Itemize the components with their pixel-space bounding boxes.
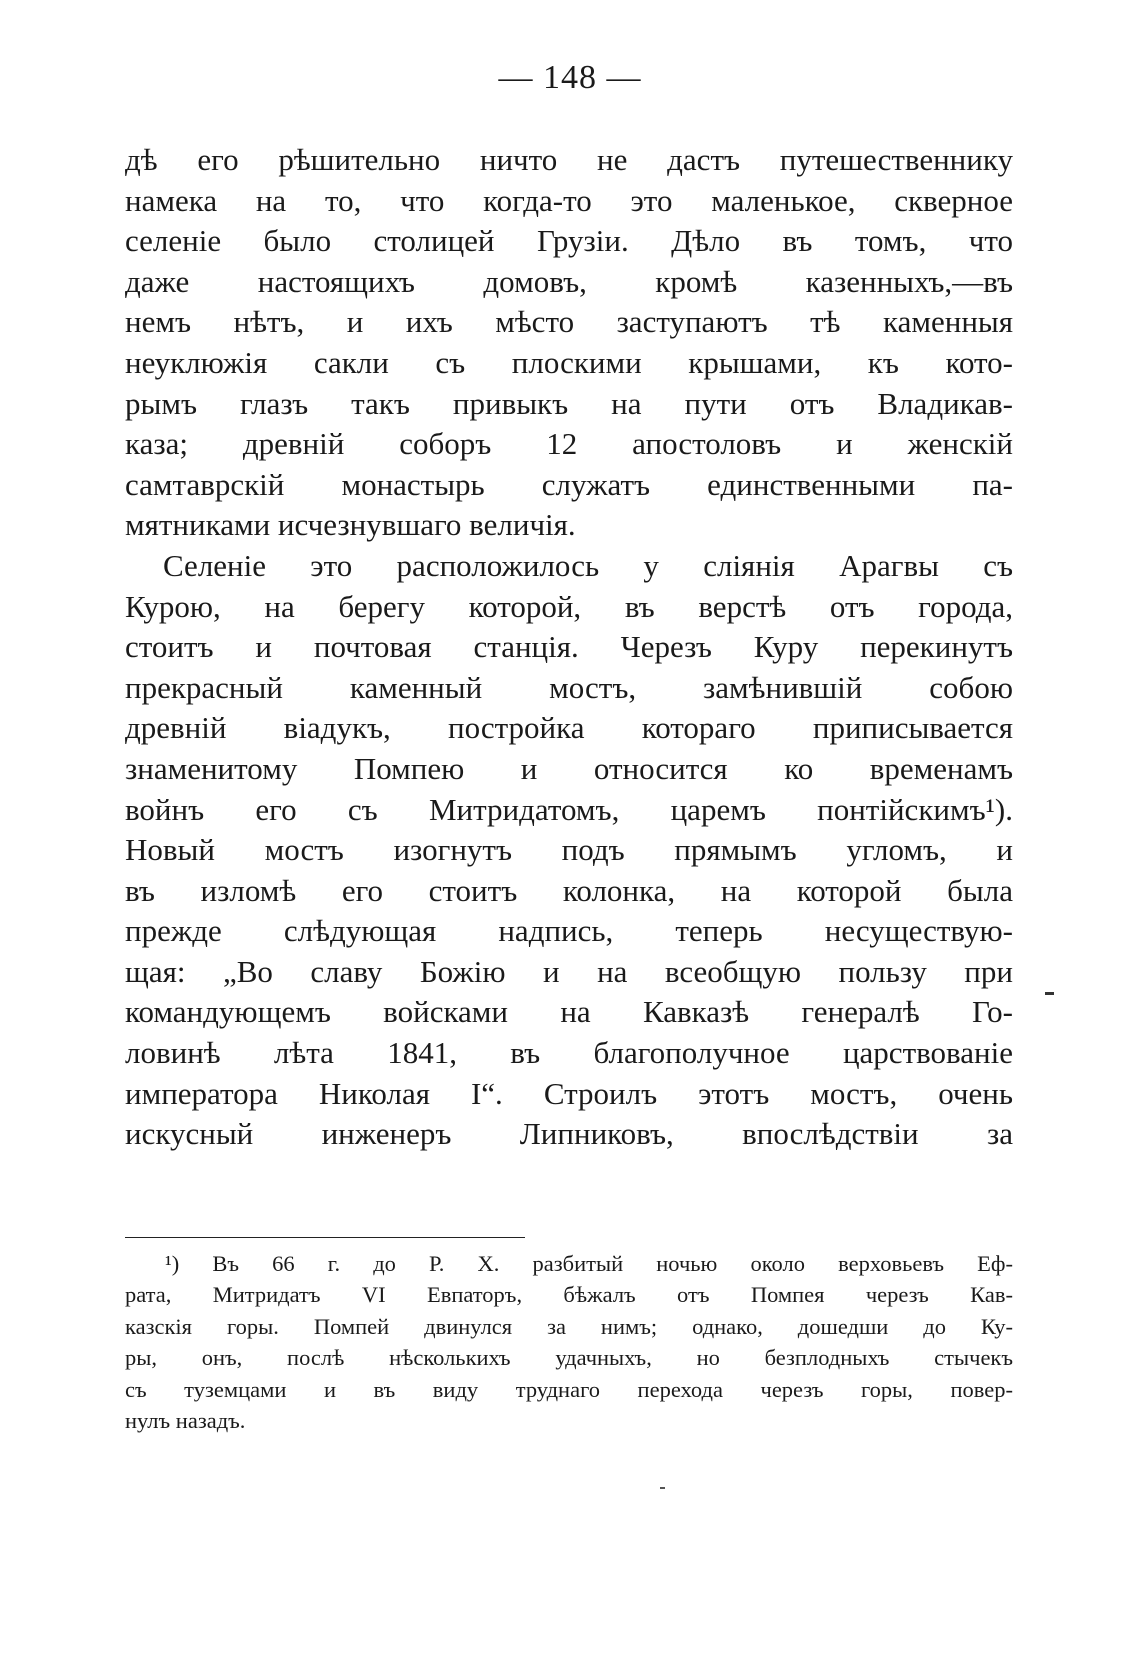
body-line: мятниками исчезнувшаго величія.	[125, 507, 576, 543]
body-line: войнъ его съ Митридатомъ, царемъ понтійскимъ¹).	[125, 791, 1013, 827]
body-text	[125, 140, 1013, 1155]
body-line: намека на то, что когда-то это маленькое, скверное	[125, 182, 1013, 218]
footnote-divider	[125, 1237, 525, 1238]
body-line: древній віадукъ, постройка котораго приписывается	[125, 710, 1013, 746]
page-number: — 148 —	[498, 59, 642, 96]
footnote-line: рата, Митридатъ VI Евпаторъ, бѣжалъ отъ Помпея черезъ Кав-	[125, 1282, 1013, 1308]
footnote-line: ¹) Въ 66 г. до Р. Х. разбитый ночью около верховьевъ Еф-	[165, 1251, 1013, 1276]
body-line: знаменитому Помпею и относится ко временамъ	[125, 750, 1013, 786]
body-line: стоитъ и почтовая станція. Черезъ Куру перекинутъ	[125, 629, 1013, 665]
body-line: Новый мостъ изогнутъ подъ прямымъ угломъ, и	[125, 832, 1013, 868]
body-line: Курою, на берегу которой, въ верстѣ отъ города,	[125, 588, 1013, 624]
body-line: селеніе было столицей Грузіи. Дѣло въ томъ, что	[125, 223, 1013, 259]
body-line: рымъ глазъ такъ привыкъ на пути отъ Владикав-	[125, 385, 1013, 421]
body-line: императора Николая I“. Строилъ этотъ мостъ, очень	[125, 1075, 1013, 1111]
footnote-line: ры, онъ, послѣ нѣсколькихъ удачныхъ, но безплодныхъ стычекъ	[125, 1345, 1013, 1371]
margin-mark	[1045, 992, 1054, 995]
body-line: самтаврскій монастырь служатъ единственными па-	[125, 466, 1013, 502]
body-line: прежде слѣдующая надпись, теперь несуществую-	[125, 913, 1013, 949]
footnote-line: съ туземцами и въ виду труднаго перехода черезъ горы, повер-	[125, 1376, 1013, 1402]
print-speck	[660, 1487, 665, 1489]
body-line: въ изломѣ его стоитъ колонка, на которой была	[125, 872, 1013, 908]
body-line: немъ нѣтъ, и ихъ мѣсто заступаютъ тѣ каменныя	[125, 304, 1013, 340]
footnote-line: нулъ назадъ.	[125, 1407, 246, 1433]
body-line: искусный инженеръ Липниковъ, впослѣдствіи за	[125, 1116, 1013, 1152]
body-line: дѣ его рѣшительно ничто не дастъ путешественнику	[125, 142, 1013, 177]
body-line: ловинѣ лѣта 1841, въ благополучное царствованіе	[125, 1035, 1013, 1071]
body-line: Селеніе это расположилось у сліянія Арагвы съ	[163, 547, 1013, 583]
body-line: даже настоящихъ домовъ, кромѣ казенныхъ,—въ	[125, 263, 1013, 299]
body-line: прекрасный каменный мостъ, замѣнившій собою	[125, 669, 1013, 705]
body-line: щая: „Во славу Божію и на всеобщую пользу при	[125, 953, 1013, 989]
body-line: неуклюжія сакли съ плоскими крышами, къ кото-	[125, 344, 1013, 380]
footnotes	[125, 1248, 1013, 1436]
body-line: командующемъ войсками на Кавказѣ генералѣ Го-	[125, 994, 1013, 1030]
body-line: каза; древній соборъ 12 апостоловъ и женскій	[125, 426, 1013, 462]
footnote-line: казскія горы. Помпей двинулся за нимъ; однако, дошедши до Ку-	[125, 1313, 1013, 1339]
